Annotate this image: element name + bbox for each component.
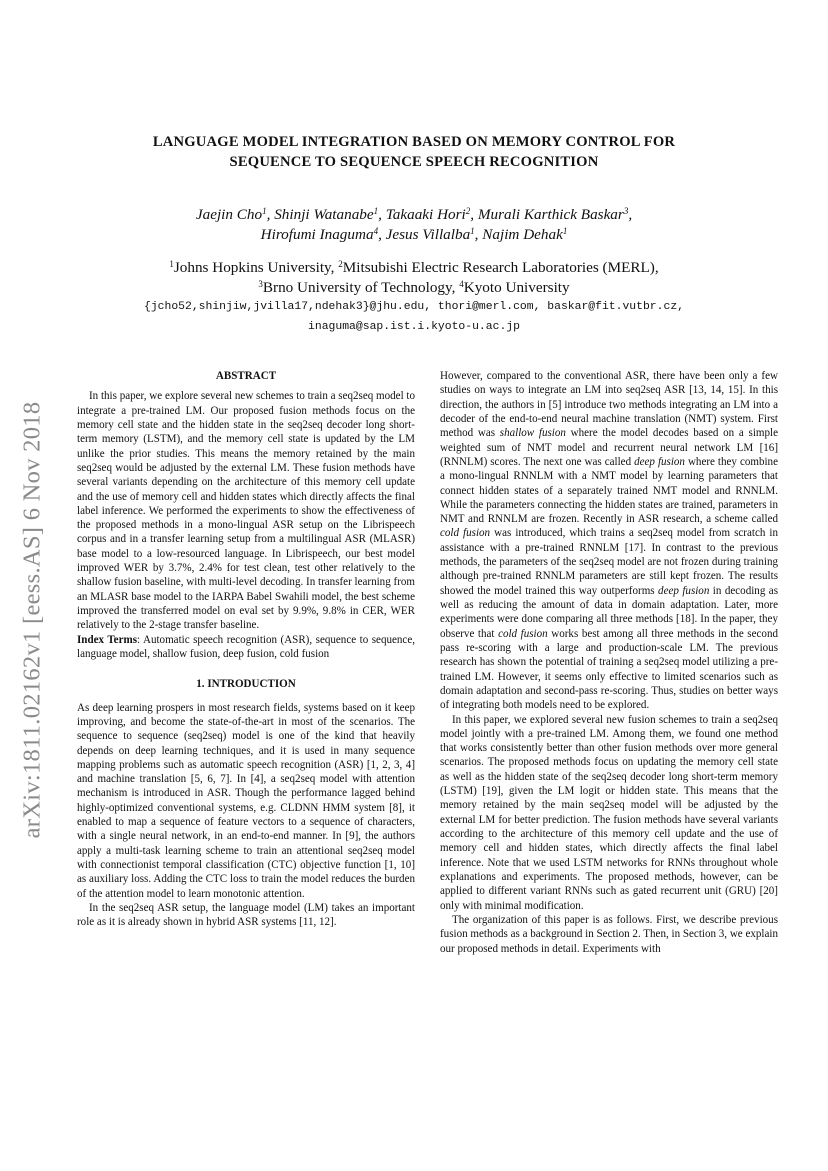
author-name: Jaejin Cho — [195, 206, 263, 223]
right-paragraph-1 — [440, 369, 778, 713]
affil-mark: 4 — [459, 279, 464, 289]
term-cold-fusion: cold fusion — [440, 527, 491, 540]
section-heading-introduction: 1. INTRODUCTION — [196, 678, 296, 691]
affiliations — [110, 258, 718, 298]
text-run: However, compared to the conventional ASR, there have been only a few studies on ways to integrate an LM into seq2seq ASR [13, 14, 15]. In this direction, the authors in [5] introduce two methods integrating an LM into a decoder of the end-to-end neural machine translation (NMT) system. First method was — [440, 370, 778, 440]
affil-name: Brno University of Technology — [262, 279, 452, 296]
author-name: Jesus Villalba — [385, 226, 471, 243]
left-column — [77, 369, 415, 930]
text-run: in decoding as well as reducing the amount of data in domain adaptation. Later, more experiments were done comparing all three methods [18]. In the paper, they observe that — [440, 584, 778, 640]
author-line-1: Jaejin Cho$^1$, Shinji Watanabe$^1$, Takaaki Hori$^2$, Murali Karthick Baskar$^3$, — [195, 206, 633, 223]
abstract-heading: ABSTRACT — [215, 370, 277, 382]
text-run: works best among all three methods in the second pass re-scoring with a large and production-scale LM. The previous research has shown the potential of training a seq2seq model utilizing a pre-trained LM. However, it seems only effective to limited scenarios such as domain adaptation and second-pass re-scoring. Thus, studies on better ways of integrating both models need to be explored. — [440, 627, 778, 712]
author-name: Takaaki Hori — [385, 206, 466, 223]
affil-mark: 1 — [169, 259, 174, 269]
author-affil-mark: 1 — [562, 226, 568, 236]
author-name: Hirofumi Inaguma — [260, 226, 374, 243]
paper-title — [110, 132, 718, 172]
term-deep-fusion: deep fusion — [634, 455, 685, 468]
index-terms-label: Index Terms — [77, 633, 137, 646]
index-terms — [77, 633, 415, 662]
title-line-1: LANGUAGE MODEL INTEGRATION BASED ON MEMORY CONTROL FOR — [152, 134, 676, 150]
right-paragraph-3: The organization of this paper is as follows. First, we describe previous fusion methods as a background in Section 2. Then, in Section 3, we explain our proposed methods in detail. Experiments with — [440, 913, 778, 955]
author-name: Murali Karthick Baskar — [477, 206, 624, 223]
affil-mark: 3 — [258, 279, 263, 289]
author-affil-mark: 1 — [373, 206, 379, 216]
abstract-body: In this paper, we explore several new schemes to train a seq2seq model to integrate a pre-trained LM. Our proposed fusion methods focus on the memory cell state and the hidden state in the seq2seq decoder long short-term memory (LSTM), and the memory cell state is updated by the LM unlike the prior studies. This means the memory retained by the main seq2seq would be adjusted by the external LM. These fusion methods have several variants depending on the architecture of this memory cell update and the use of memory cell and hidden states which directly affects the final label inference. We performed the experiments to show the effectiveness of the proposed methods in a mono-lingual ASR setup on the Librispeech corpus and in a transfer learning setup from a multilingual ASR (MLASR) base model to a low-resourced language. In Librispeech, our best model improved WER by 3.7%, 2.4% for test clean, test other relatively to the shallow fusion baseline, with multi-level decoding. In transfer learning from an MLASR base model to the IARPA Babel Swahili model, the best scheme improved the transferred model on eval set by 9.9%, 9.8% in CER, WER relatively to the 2-stage transfer baseline. — [77, 390, 415, 632]
term-shallow-fusion: shallow fusion — [499, 427, 566, 440]
index-terms-text: : Automatic speech recognition (ASR), sequence to sequence, language model, shallow fusion, deep fusion, cold fusion — [77, 633, 415, 660]
right-paragraph-2: In this paper, we explored several new fusion schemes to train a seq2seq model jointly with a pre-trained LM. Among them, we found one method that works consistently better than other fusion methods over more general scenarios. The proposed methods focus on updating the memory cell state as well as the hidden state of the seq2seq decoder long short-term memory (LSTM) [19], given the LM logit or hidden state. This means that the memory retained by the main seq2seq model will be adjusted by the external LM for better prediction. The fusion methods have several variants according to the architecture of this memory cell update and the use of memory cell and hidden states, which directly affects the final label inference. Note that we used LSTM networks for RNNs throughout whole explanations and experiments. The proposed methods, however, can be applied to different variant RNNs such as gated recurrent unit (GRU) [20] only with minimal modification. — [440, 713, 778, 912]
text-run: was introduced, which trains a seq2seq model from scratch in assistance with a pre-trained RNNLM [17]. In contrast to the previous methods, the parameters of the seq2seq model are not frozen during training although pre-trained RNNLM parameters are still kept frozen. The results showed the model trained this way outperforms — [440, 527, 778, 597]
author-affil-mark: 2 — [465, 206, 471, 216]
author-emails — [110, 297, 718, 337]
author-affil-mark: 1 — [262, 206, 267, 216]
affil-mark: 2 — [338, 259, 343, 269]
right-column — [440, 369, 778, 956]
affil-line-1: $^1$Johns Hopkins University, $^2$Mitsubishi Electric Research Laboratories (MERL), — [169, 259, 659, 276]
emails-line-1: {jcho52,shinjiw,jvilla17,ndehak3}@jhu.edu, thori@merl.com, baskar@fit.vutbr.cz, — [143, 301, 684, 313]
intro-paragraph-2: In the seq2seq ASR setup, the language model (LM) takes an important role as it is already shown in hybrid ASR systems [11, 12]. — [77, 901, 415, 929]
author-affil-mark: 3 — [623, 206, 629, 216]
term-cold-fusion: cold fusion — [498, 627, 548, 640]
affil-line-2: $^3$Brno University of Technology, $^4$Kyoto University — [258, 279, 570, 296]
affil-name: Mitsubishi Electric Research Laboratories (MERL) — [342, 259, 655, 276]
title-line-2: SEQUENCE TO SEQUENCE SPEECH RECOGNITION — [229, 154, 599, 170]
author-list — [110, 205, 718, 245]
author-affil-mark: 4 — [373, 226, 379, 236]
text-run: where the model decodes based on a simple weighted sum of NMT model and recurrent neural network LM [16] (RNNLM) scores. The next one was called — [440, 427, 778, 468]
author-name: Shinji Watanabe — [274, 206, 374, 223]
arxiv-identifier-text: arXiv:1811.02162v1 [eess.AS] 6 Nov 2018 — [18, 401, 45, 839]
term-deep-fusion: deep fusion — [658, 584, 710, 597]
author-line-2: Hirofumi Inaguma$^4$, Jesus Villalba$^1$, Najim Dehak$^1$ — [260, 226, 568, 243]
affil-name: Johns Hopkins University — [173, 259, 331, 276]
affil-name: Kyoto University — [463, 279, 570, 296]
text-run: where they combine a mono-lingual RNNLM with a NMT model by learning parameters that connect hidden states of a separately trained NMT model and RNNLM. While the parameters connecting the hidden states are trained, parameters in NMT and RNNLM are frozen. Recently in ASR research, a scheme called — [440, 455, 778, 526]
intro-paragraph-1: As deep learning prospers in most research fields, systems based on it keep improving, and become the state-of-the-art in most of the scenarios. The sequence to sequence (seq2seq) model is one of the kind that heavily depends on deep learning techniques, and it is used in many sequence mapping problems such as automatic speech recognition (ASR) [1, 2, 3, 4] and machine translation [5, 6, 7]. In [4], a seq2seq model with attention mechanism is introduced in ASR. Though the performance lagged behind highly-optimized conventional systems, e.g. CLDNN HMM system [8], it enabled to map a sequence of feature vectors to a sequence of characters, with a single neural network, in an end-to-end manner. In [9], the authors apply a multi-task learning scheme to train an attentional seq2seq model with connectionist temporal classification (CTC) objective function [1, 10] as auxiliary loss. Adding the CTC loss to train the model reduces the burden of the attention model to learn monotonic attention. — [77, 701, 415, 900]
author-name: Najim Dehak — [482, 226, 563, 243]
emails-line-2: inaguma@sap.ist.i.kyoto-u.ac.jp — [308, 321, 520, 333]
arxiv-identifier — [10, 360, 54, 880]
author-affil-mark: 1 — [470, 226, 475, 236]
